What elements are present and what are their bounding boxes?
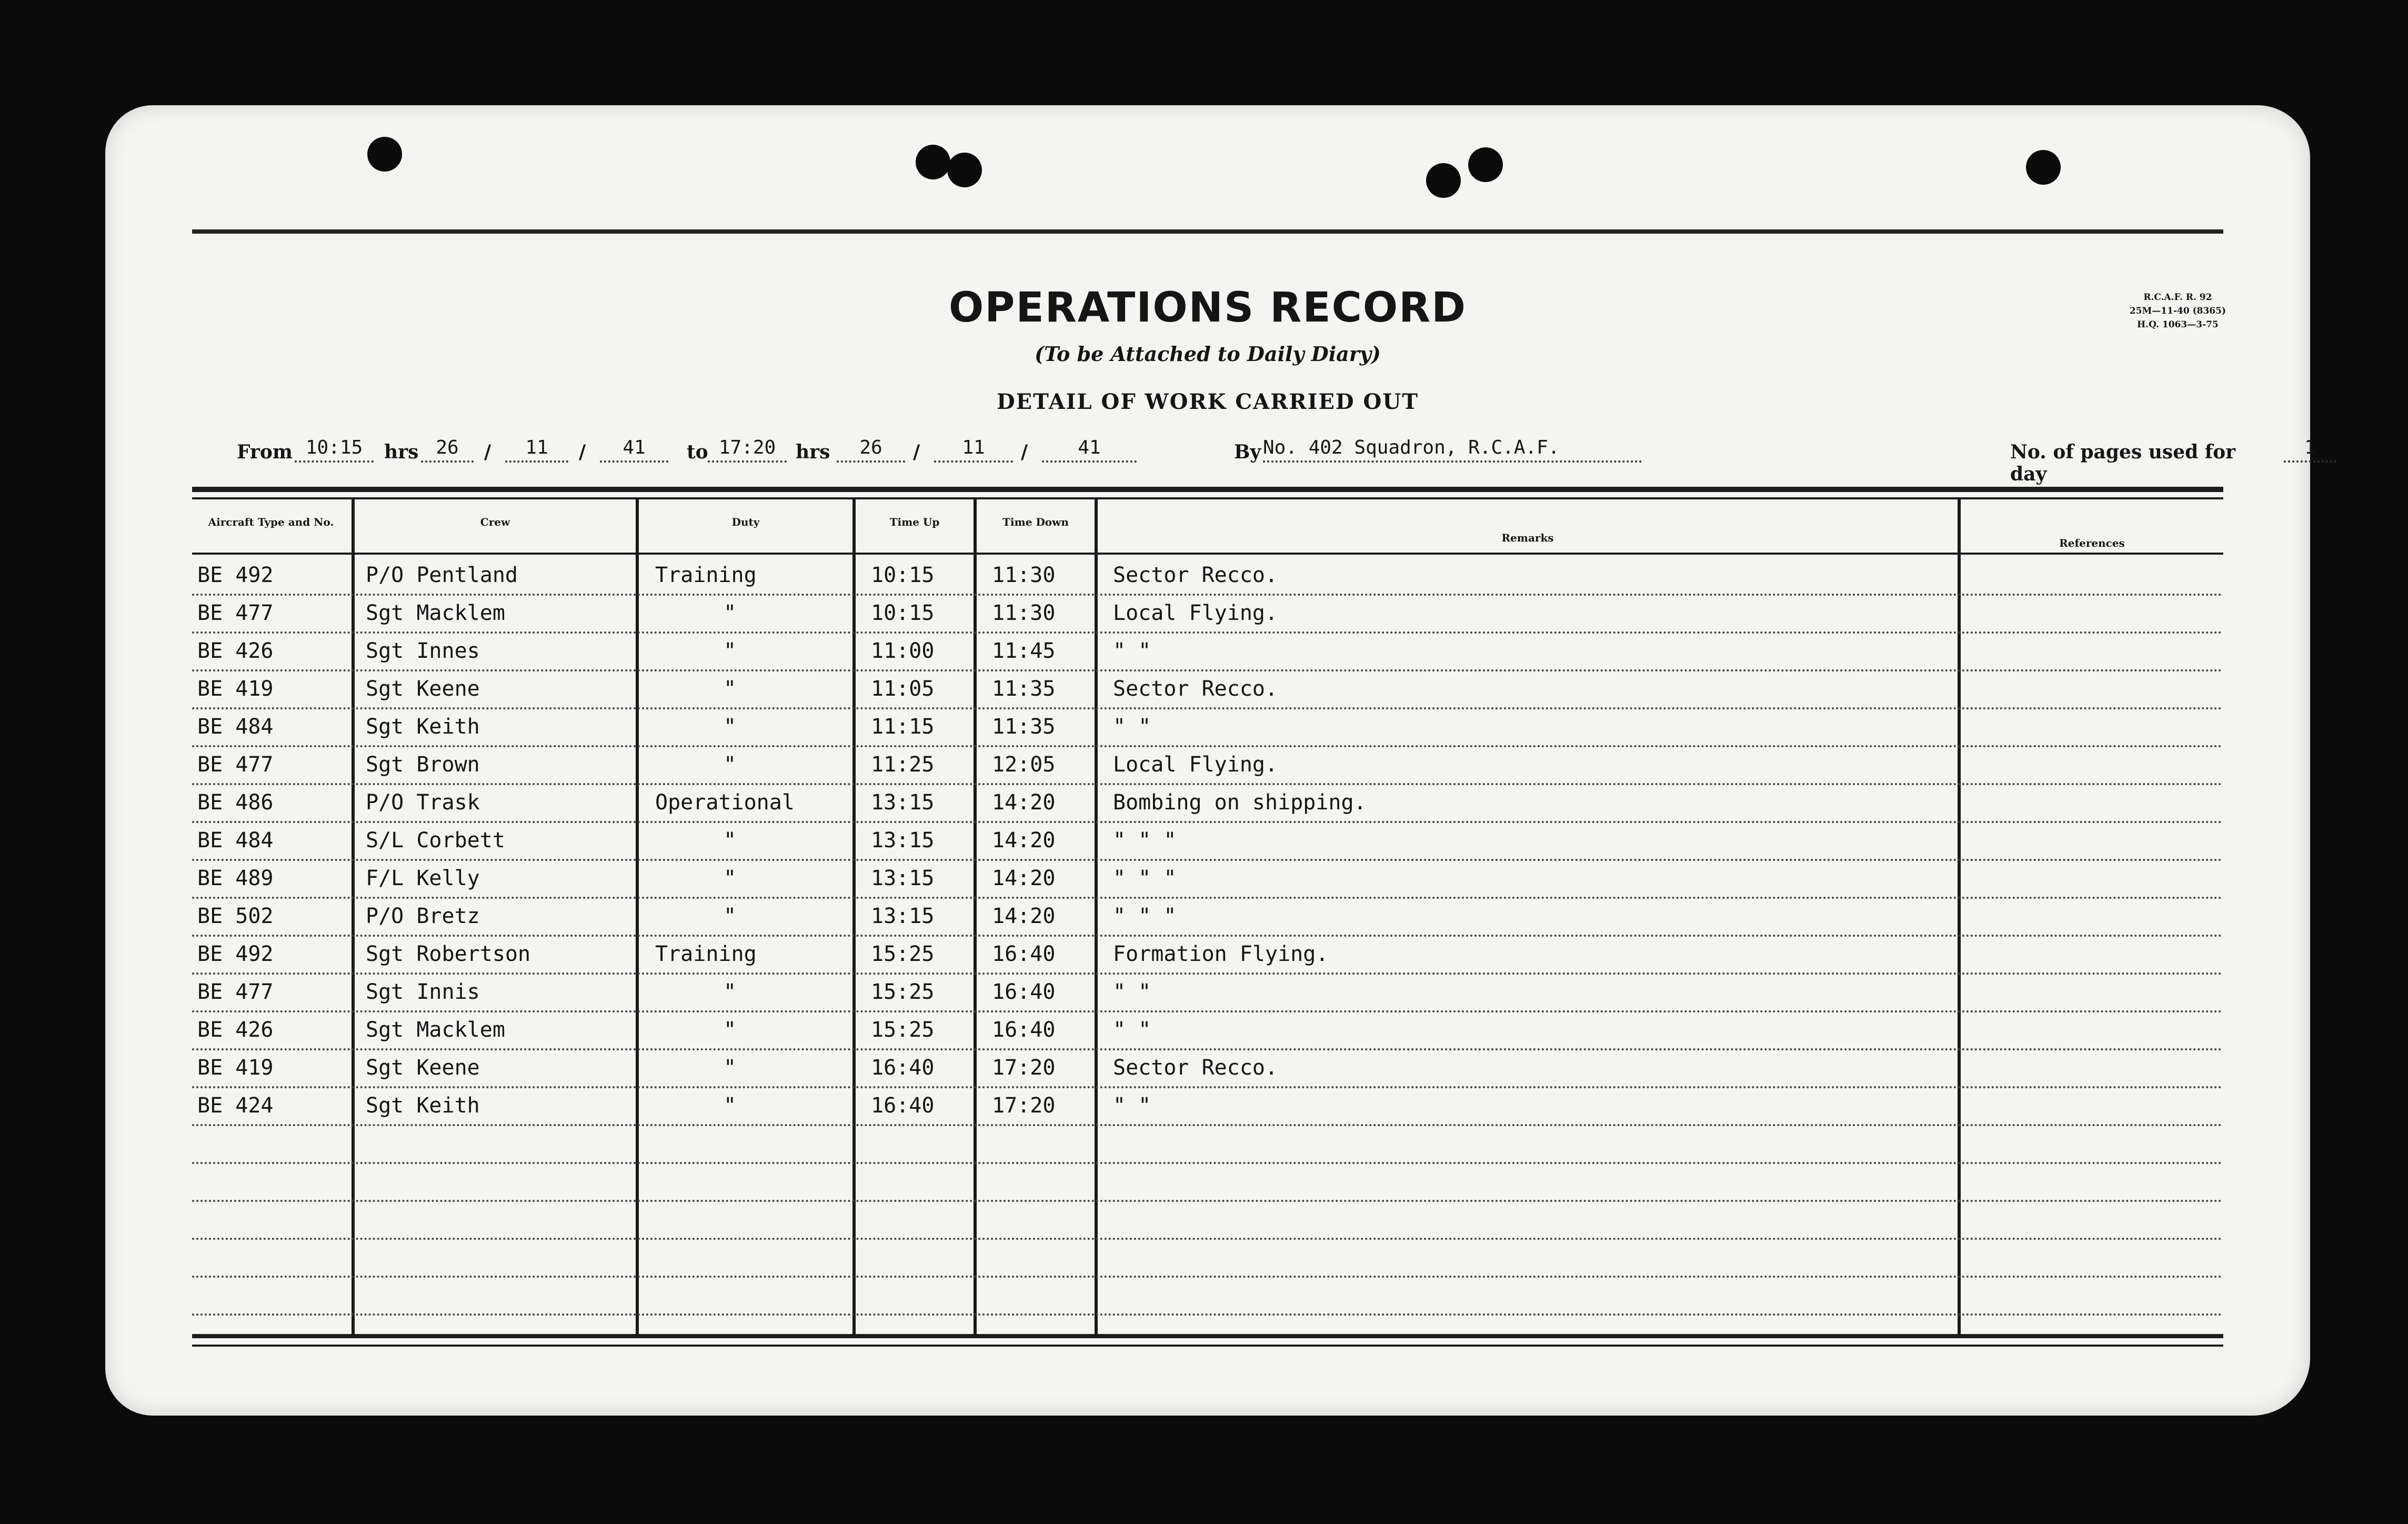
table-row (192, 823, 2223, 861)
cell-time-down: 12:05 (992, 753, 1056, 777)
cell-remarks: " " " (1113, 828, 1177, 853)
header-aircraft: Aircraft Type and No. (208, 516, 334, 528)
form-title: OPERATIONS RECORD (949, 284, 1467, 332)
record-card (105, 105, 2316, 1416)
header-references: References (2059, 537, 2125, 549)
cell-remarks: Sector Recco. (1113, 677, 1278, 701)
cell-aircraft: BE 426 (197, 1018, 274, 1042)
cell-duty: " (724, 639, 737, 663)
slash: / (1021, 441, 1028, 463)
table-row (192, 596, 2223, 634)
form-subtitle: (To be Attached to Daily Diary) (1035, 342, 1381, 366)
squadron: No. 402 Squadron, R.C.A.F. (1263, 437, 1642, 463)
table-row (192, 1012, 2223, 1050)
table-top-rule (192, 487, 2223, 492)
cell-remarks: Bombing on shipping. (1113, 790, 1367, 815)
cell-time-down: 11:35 (992, 715, 1056, 739)
cell-aircraft: BE 424 (197, 1094, 274, 1118)
cell-time-down: 17:20 (992, 1056, 1056, 1080)
form-code-line: H.Q. 1063—3-75 (2137, 319, 2219, 330)
cell-aircraft: BE 486 (197, 790, 274, 815)
cell-time-down: 16:40 (992, 1018, 1056, 1042)
cell-time-up: 10:15 (871, 563, 935, 587)
cell-duty: " (724, 677, 737, 701)
form-code-block (2130, 290, 2226, 332)
cell-time-up: 11:15 (871, 715, 935, 739)
from-time: 10:15 (295, 437, 374, 463)
punch-hole (916, 145, 950, 179)
cell-remarks: " " (1113, 1018, 1151, 1042)
cell-time-up: 15:25 (871, 942, 935, 966)
cell-aircraft: BE 477 (197, 753, 274, 777)
cell-time-down: 16:40 (992, 980, 1056, 1004)
cell-remarks: Sector Recco. (1113, 563, 1278, 587)
cell-aircraft: BE 492 (197, 942, 274, 966)
form-code-line: R.C.A.F. R. 92 (2143, 292, 2212, 303)
cell-remarks: Sector Recco. (1113, 1056, 1278, 1080)
cell-time-up: 11:25 (871, 753, 935, 777)
cell-time-up: 11:05 (871, 677, 935, 701)
cell-duty: " (724, 980, 737, 1004)
cell-duty: " (724, 753, 737, 777)
cell-crew: Sgt Keene (366, 677, 480, 701)
cell-time-down: 14:20 (992, 866, 1056, 890)
table-row (192, 785, 2223, 823)
cell-aircraft: BE 492 (197, 563, 274, 587)
cell-remarks: Local Flying. (1113, 601, 1278, 625)
cell-time-down: 11:30 (992, 563, 1056, 587)
slash: / (913, 441, 920, 463)
table-row (192, 558, 2223, 596)
cell-time-up: 13:15 (871, 828, 935, 853)
cell-time-up: 15:25 (871, 980, 935, 1004)
table-row (192, 1126, 2223, 1164)
to-label: to (687, 441, 708, 463)
to-month: 11 (934, 437, 1013, 463)
cell-aircraft: BE 477 (197, 601, 274, 625)
cell-crew: Sgt Keith (366, 1094, 480, 1118)
cell-duty: " (724, 1056, 737, 1080)
form-detail-heading: DETAIL OF WORK CARRIED OUT (996, 389, 1419, 414)
cell-duty: " (724, 904, 737, 928)
cell-duty: " (724, 1018, 737, 1042)
table-bottom-rule (192, 1334, 2223, 1338)
from-month: 11 (505, 437, 568, 463)
from-day: 26 (421, 437, 474, 463)
punch-hole (2026, 150, 2061, 185)
header-time-down: Time Down (1002, 516, 1069, 528)
header-remarks: Remarks (1501, 532, 1554, 544)
cell-remarks: " " (1113, 639, 1151, 663)
table-row (192, 937, 2223, 975)
to-time: 17:20 (708, 437, 787, 463)
cell-duty: Training (655, 942, 757, 966)
cell-aircraft: BE 502 (197, 904, 274, 928)
cell-duty: " (724, 601, 737, 625)
table-row (192, 671, 2223, 709)
cell-aircraft: BE 419 (197, 1056, 274, 1080)
cell-time-down: 16:40 (992, 942, 1056, 966)
from-year: 41 (600, 437, 668, 463)
cell-remarks: " " (1113, 1094, 1151, 1118)
cell-duty: Operational (655, 790, 795, 815)
punch-hole (367, 137, 402, 172)
table-row (192, 1050, 2223, 1088)
period-line (237, 437, 2316, 485)
cell-crew: P/O Trask (366, 790, 480, 815)
punch-hole (1468, 147, 1503, 182)
by-label: By (1234, 441, 1261, 463)
from-label: From (237, 441, 293, 463)
cell-aircraft: BE 484 (197, 715, 274, 739)
table-row (192, 709, 2223, 747)
table-row (192, 899, 2223, 937)
cell-time-up: 11:00 (871, 639, 935, 663)
cell-aircraft: BE 419 (197, 677, 274, 701)
form-code-line: 25M—11-40 (8365) (2129, 306, 2226, 316)
cell-crew: Sgt Macklem (366, 1018, 505, 1042)
slash: / (484, 441, 491, 463)
table-row (192, 1088, 2223, 1126)
cell-crew: Sgt Keene (366, 1056, 480, 1080)
header-underline (192, 553, 2223, 555)
cell-time-up: 16:40 (871, 1094, 935, 1118)
cell-time-down: 11:30 (992, 601, 1056, 625)
cell-time-down: 14:20 (992, 904, 1056, 928)
cell-crew: P/O Bretz (366, 904, 480, 928)
cell-time-down: 17:20 (992, 1094, 1056, 1118)
cell-duty: " (724, 866, 737, 890)
cell-time-up: 13:15 (871, 904, 935, 928)
cell-crew: Sgt Macklem (366, 601, 505, 625)
header-duty: Duty (731, 516, 760, 528)
cell-time-up: 15:25 (871, 1018, 935, 1042)
cell-time-down: 11:35 (992, 677, 1056, 701)
table-row (192, 1164, 2223, 1202)
table-bottom-rule (192, 1345, 2223, 1347)
table-row (192, 861, 2223, 899)
cell-time-up: 13:15 (871, 790, 935, 815)
cell-crew: Sgt Innes (366, 639, 480, 663)
cell-aircraft: BE 426 (197, 639, 274, 663)
punch-hole (1426, 163, 1461, 198)
top-rule (192, 229, 2223, 234)
cell-remarks: Local Flying. (1113, 753, 1278, 777)
cell-crew: Sgt Brown (366, 753, 480, 777)
table-row (192, 975, 2223, 1012)
cell-crew: P/O Pentland (366, 563, 518, 587)
hrs-label: hrs (384, 441, 419, 463)
cell-crew: Sgt Innis (366, 980, 480, 1004)
pages-label: No. of pages used for day (2010, 441, 2236, 485)
hrs-label: hrs (796, 441, 830, 463)
table-row (192, 634, 2223, 671)
cell-time-down: 11:45 (992, 639, 1056, 663)
cell-time-down: 14:20 (992, 828, 1056, 853)
table-row (192, 1278, 2223, 1316)
cell-remarks: " " " (1113, 904, 1177, 928)
cell-duty: " (724, 1094, 737, 1118)
cell-time-up: 16:40 (871, 1056, 935, 1080)
header-crew: Crew (480, 516, 510, 528)
cell-crew: S/L Corbett (366, 828, 505, 853)
cell-crew: Sgt Robertson (366, 942, 531, 966)
cell-crew: Sgt Keith (366, 715, 480, 739)
table-row (192, 747, 2223, 785)
slash: / (579, 441, 586, 463)
table-row (192, 1202, 2223, 1240)
cell-time-up: 13:15 (871, 866, 935, 890)
cell-remarks: Formation Flying. (1113, 942, 1329, 966)
cell-duty: " (724, 828, 737, 853)
cell-crew: F/L Kelly (366, 866, 480, 890)
cell-remarks: " " (1113, 715, 1151, 739)
punch-hole (947, 153, 982, 187)
dotted-rule (192, 1314, 2223, 1316)
cell-aircraft: BE 477 (197, 980, 274, 1004)
cell-duty: " (724, 715, 737, 739)
to-year: 41 (1042, 437, 1137, 463)
cell-remarks: " " " (1113, 866, 1177, 890)
to-day: 26 (837, 437, 905, 463)
cell-aircraft: BE 489 (197, 866, 274, 890)
cell-time-down: 14:20 (992, 790, 1056, 815)
cell-remarks: " " (1113, 980, 1151, 1004)
cell-duty: Training (655, 563, 757, 587)
pages-value: 1 (2284, 437, 2336, 463)
header-time-up: Time Up (889, 516, 940, 528)
cell-aircraft: BE 484 (197, 828, 274, 853)
cell-time-up: 10:15 (871, 601, 935, 625)
table-header-rule (192, 497, 2223, 499)
table-row (192, 1240, 2223, 1278)
